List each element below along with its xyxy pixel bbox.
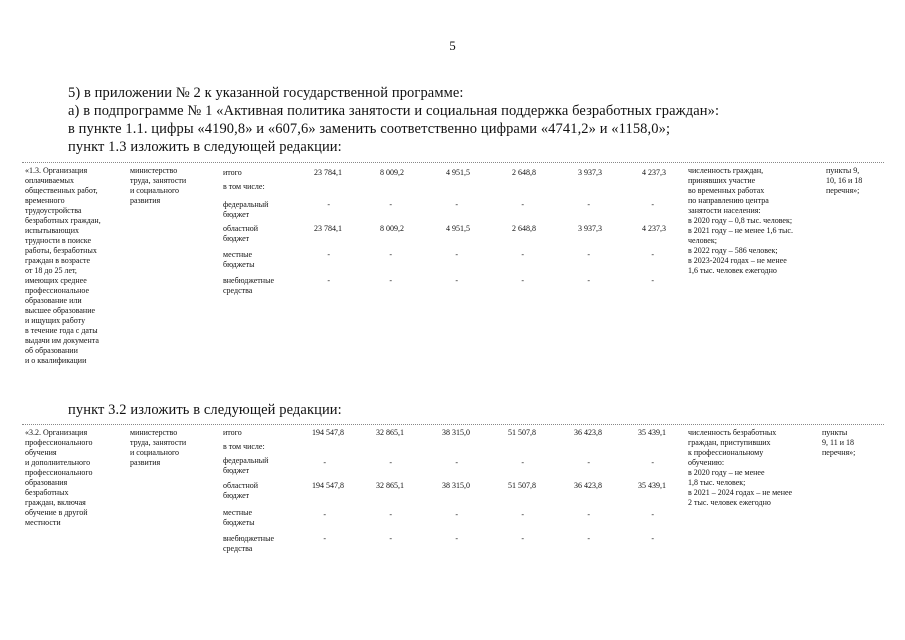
t1-value: 8 009,2	[380, 168, 404, 177]
t2-value: -	[323, 534, 326, 543]
t1-value: 2 648,8	[512, 224, 536, 233]
t1-value: 23 784,1	[314, 224, 342, 233]
t1-value: 4 237,3	[642, 168, 666, 177]
t2-value: 36 423,8	[574, 428, 602, 437]
t2-row-label: местные бюджеты	[223, 508, 255, 527]
t1-value: -	[521, 200, 524, 209]
t2-value: -	[651, 534, 654, 543]
t2-value: -	[323, 458, 326, 467]
t1-measure-name: «1.3. Организация оплачиваемых общественных работ, временного трудоустройства безработных граждан, испытывающих трудности в поиске работы, безработных граждан в возрасте от 18 до 25 лет, имеющих среднее профессиональное образование или высшее образование и ищущих работу в течение года с даты выдачи им документа об образовании и о квалификации	[25, 166, 101, 365]
t2-value: 194 547,8	[312, 428, 344, 437]
t1-executor: министерство труда, занятости и социального развития	[130, 166, 187, 205]
t2-measure-name: «3.2. Организация профессионального обучения и дополнительного профессионального образования безработных граждан, включая обучение в другой местности	[25, 428, 93, 527]
intro-line-1: 5) в приложении № 2 к указанной государственной программе:	[68, 85, 464, 101]
t2-value: -	[389, 458, 392, 467]
t1-value: 3 937,3	[578, 224, 602, 233]
t2-value: 194 547,8	[312, 481, 344, 490]
t2-row-label: федеральный бюджет	[223, 456, 269, 475]
t2-value: 51 507,8	[508, 481, 536, 490]
t2-row-label: в том числе:	[223, 442, 265, 451]
t2-value: -	[389, 534, 392, 543]
page-number: 5	[449, 38, 456, 53]
t1-value: -	[651, 250, 654, 259]
t2-row-label: областной бюджет	[223, 481, 259, 500]
t2-indicator: численность безработных граждан, приступивших к профессиональному обучению: в 2020 году – не менее 1,8 тыс. человек; в 2021 – 2024 годах – не менее 2 тыс. человек ежегодно	[688, 428, 793, 507]
t1-value: 4 951,5	[446, 224, 470, 233]
t2-value: -	[323, 510, 326, 519]
t1-row-label: федеральный бюджет	[223, 200, 269, 219]
t2-row-label: внебюджетные средства	[223, 534, 274, 553]
t1-value: 3 937,3	[578, 168, 602, 177]
t1-indicator: численность граждан, принявших участие во временных работах по направлению центра занятости населения: в 2020 году – 0,8 тыс. человек; в 2021 году – не менее 1,6 тыс. человек; в 2022 году – 586 человек; в 2023-2024 годах – не менее 1,6 тыс. человек ежегодно	[688, 166, 793, 275]
table-1-top-border	[22, 162, 884, 163]
t1-value: -	[389, 276, 392, 285]
t1-value: -	[587, 200, 590, 209]
t2-value: 32 865,1	[376, 481, 404, 490]
t2-value: -	[587, 510, 590, 519]
t1-row-label: областной бюджет	[223, 224, 259, 243]
t2-value: -	[455, 534, 458, 543]
t1-row-label: внебюджетные средства	[223, 276, 274, 295]
t1-value: -	[455, 200, 458, 209]
t1-value: -	[651, 200, 654, 209]
t2-points: пункты 9, 11 и 18 перечня»;	[822, 428, 856, 457]
t2-value: -	[455, 458, 458, 467]
t1-value: -	[327, 276, 330, 285]
intro-line-2: а) в подпрограмме № 1 «Активная политика занятости и социальная поддержка безработных граждан»:	[68, 103, 720, 119]
t1-points: пункты 9, 10, 16 и 18 перечня»;	[826, 166, 863, 195]
t2-value: -	[455, 510, 458, 519]
t2-value: -	[389, 510, 392, 519]
t1-value: -	[389, 250, 392, 259]
t1-value: 2 648,8	[512, 168, 536, 177]
t1-value: -	[521, 250, 524, 259]
t2-value: -	[521, 534, 524, 543]
t2-value: 38 315,0	[442, 428, 470, 437]
t2-executor: министерство труда, занятости и социального развития	[130, 428, 187, 467]
t2-value: 38 315,0	[442, 481, 470, 490]
t1-value: -	[327, 250, 330, 259]
t1-value: -	[651, 276, 654, 285]
t1-row-label: итого	[223, 168, 242, 177]
section-2-heading: пункт 3.2 изложить в следующей редакции:	[68, 402, 342, 418]
t2-value: -	[651, 458, 654, 467]
t2-value: 36 423,8	[574, 481, 602, 490]
t2-value: -	[521, 510, 524, 519]
t2-value: -	[521, 458, 524, 467]
t2-value: -	[587, 458, 590, 467]
t1-value: -	[455, 276, 458, 285]
t1-value: -	[587, 250, 590, 259]
t1-value: -	[455, 250, 458, 259]
t2-value: 35 439,1	[638, 481, 666, 490]
t1-value: -	[521, 276, 524, 285]
table-2-top-border	[22, 424, 884, 425]
t1-value: 23 784,1	[314, 168, 342, 177]
t2-value: 32 865,1	[376, 428, 404, 437]
t2-row-label: итого	[223, 428, 242, 437]
t1-value: -	[327, 200, 330, 209]
t1-value: 4 951,5	[446, 168, 470, 177]
t1-row-label: местные бюджеты	[223, 250, 255, 269]
t2-value: 51 507,8	[508, 428, 536, 437]
t1-value: -	[587, 276, 590, 285]
t1-row-label: в том числе:	[223, 182, 265, 191]
t1-value: 8 009,2	[380, 224, 404, 233]
intro-line-3: в пункте 1.1. цифры «4190,8» и «607,6» заменить соответственно цифрами «4741,2» и «1158,0»;	[68, 121, 671, 137]
t2-value: 35 439,1	[638, 428, 666, 437]
t2-value: -	[651, 510, 654, 519]
t1-value: -	[389, 200, 392, 209]
t1-value: 4 237,3	[642, 224, 666, 233]
intro-line-4: пункт 1.3 изложить в следующей редакции:	[68, 139, 342, 155]
t2-value: -	[587, 534, 590, 543]
